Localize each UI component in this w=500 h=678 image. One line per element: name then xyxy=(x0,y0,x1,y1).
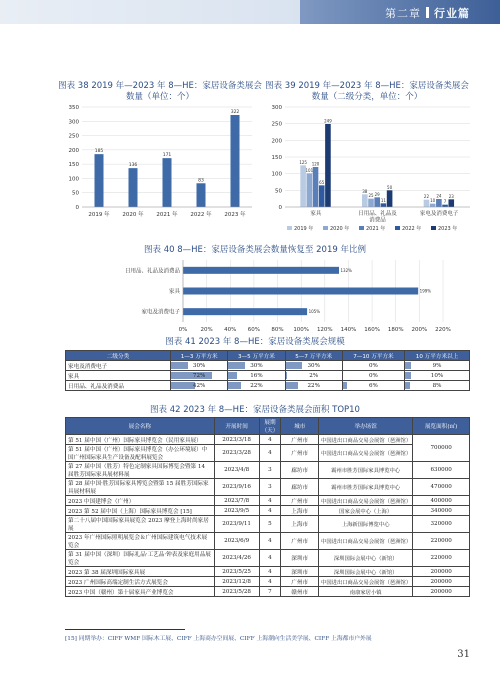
chart-fig39 xyxy=(265,103,480,233)
table41-row-label: 家具 xyxy=(66,371,171,381)
data-label: 185 xyxy=(94,149,104,155)
data-label: 24 xyxy=(436,193,442,199)
table42-name-cell: 2023 第 52 届中国（上海）国际家具博览会 [15] xyxy=(66,506,215,516)
data-label: 10 xyxy=(430,198,436,204)
bar xyxy=(387,190,393,207)
bar xyxy=(163,158,172,207)
cell-value: 22% xyxy=(250,382,263,389)
table42-date-cell: 2023/4/8 xyxy=(214,462,259,479)
table-row xyxy=(66,533,470,550)
table42-name-cell: 第 27 届中国（胜芳）特色定制家具国际博览会暨第 14 届胜芳国际家具展材料展 xyxy=(66,462,215,479)
cell-data-bar xyxy=(171,372,212,379)
legend-label: 2022 年 xyxy=(402,226,422,232)
bar xyxy=(319,185,325,207)
legend-label: 2019 年 xyxy=(294,226,314,232)
table41-cell xyxy=(342,381,404,391)
table42-city-cell: 深圳市 xyxy=(281,567,319,577)
cell-value: 0% xyxy=(368,372,378,379)
table42-name-cell: 2023 广州国际高端定制生活方式展览会 xyxy=(66,577,215,587)
table41-cell xyxy=(285,371,342,381)
bar xyxy=(424,200,430,207)
cell-value: 72% xyxy=(192,372,206,379)
table41-cell xyxy=(228,361,285,371)
table42-area-cell: 200000 xyxy=(413,577,470,587)
table41-cell xyxy=(228,381,285,391)
table-row xyxy=(66,479,470,496)
table-row xyxy=(66,435,470,445)
cell-data-bar xyxy=(405,362,411,369)
table-row xyxy=(66,516,470,533)
table42-date-cell: 2023/9/5 xyxy=(214,506,259,516)
data-label: 7 xyxy=(443,199,447,205)
y-tick-label: 300 xyxy=(271,105,282,111)
x-tick-label: 140% xyxy=(340,327,357,333)
fig38-title-line2: 数量（单位：个） xyxy=(125,92,194,102)
table42-days-cell: 4 xyxy=(259,445,281,462)
table42-name-cell: 2023 第 38 届深圳国际家具展 xyxy=(66,567,215,577)
y-tick-label: 0 xyxy=(278,205,282,211)
table42-date-cell: 2023/9/16 xyxy=(214,479,259,496)
table42-area-cell: 630000 xyxy=(413,462,470,479)
data-label: 322 xyxy=(230,110,240,115)
table42-area-cell: 470000 xyxy=(413,479,470,496)
table41-header-cell: 二级分类 xyxy=(66,351,171,361)
table-row xyxy=(66,577,470,587)
table-fig42 xyxy=(65,417,470,597)
x-tick-label: 家电及消费电子 xyxy=(419,211,459,217)
legend-label: 2023 年 xyxy=(438,226,458,232)
table42-date-cell: 2023/6/9 xyxy=(214,533,259,550)
table-row xyxy=(66,587,470,597)
table42-area-cell: 220000 xyxy=(413,550,470,567)
x-tick-label: 200% xyxy=(411,327,428,333)
table42-date-cell: 2023/3/18 xyxy=(214,435,259,445)
bar xyxy=(448,199,454,207)
bar xyxy=(430,204,436,207)
cell-value: 16% xyxy=(250,372,263,379)
table42-date-cell: 2023/3/28 xyxy=(214,445,259,462)
table42-name-cell: 第 28 届中国·胜芳国际家具博览会暨第 15 届胜芳国际家具展材料展 xyxy=(66,479,215,496)
cell-value: 8% xyxy=(432,382,442,389)
cell-data-bar xyxy=(405,372,411,379)
chapter-label: 第二章 xyxy=(385,7,421,20)
y-tick-label: 200 xyxy=(271,138,282,145)
table42-city-cell: 广州市 xyxy=(281,496,319,506)
bar xyxy=(307,173,313,207)
table42-area-cell: 700000 xyxy=(413,435,470,462)
table42-days-cell: 3 xyxy=(259,479,281,496)
table42-area-cell: 340000 xyxy=(413,506,470,516)
table-row xyxy=(66,506,470,516)
data-label: 23 xyxy=(448,193,454,199)
x-tick-label: 220% xyxy=(435,327,451,333)
y-tick-label: 日用品、礼品及消费品 xyxy=(124,268,180,275)
bar xyxy=(313,167,319,207)
table41-header-cell: 3—5 万平方米 xyxy=(228,351,285,361)
table41-header-cell: 1—3 万平方米 xyxy=(171,351,228,361)
x-tick-label: 40% xyxy=(224,327,237,333)
fig38-title xyxy=(55,81,265,103)
cell-value: 30% xyxy=(307,362,320,369)
cell-value: 9% xyxy=(432,362,442,369)
table42-city-cell: 廊坊市 xyxy=(281,479,319,496)
table-row xyxy=(66,361,470,371)
table42-venue-cell: 霸州市胜芳国际家具博览中心 xyxy=(319,479,413,496)
table42-name-cell: 2023 年广州国际照明展览会＆广州国际建筑电气技术展览会 xyxy=(66,533,215,550)
data-label: 11 xyxy=(380,197,386,203)
table42-header-cell: 展览面积(㎡) xyxy=(413,418,470,435)
table42-days-cell: 7 xyxy=(259,587,281,597)
table-row xyxy=(66,550,470,567)
table42-city-cell: 赣州市 xyxy=(281,587,319,597)
bar xyxy=(183,308,307,315)
table42-city-cell: 廊坊市 xyxy=(281,462,319,479)
y-tick-label: 250 xyxy=(68,133,79,140)
cell-value: 30% xyxy=(250,362,263,369)
x-tick-label: 160% xyxy=(364,327,380,333)
bar xyxy=(95,154,104,207)
table42-city-cell: 广州市 xyxy=(281,435,319,445)
table42-venue-cell: 深圳国际会展中心（新馆） xyxy=(319,550,413,567)
fig39-title-line1: 图表 39 2019 年—2023 年 8—HE：家居设备类展会 xyxy=(265,81,469,91)
x-tick-label: 0% xyxy=(178,327,188,333)
bar xyxy=(374,197,380,207)
footnote: [15] 同期举办：CIFF WMF 国际木工展、CIFF 上海商办空间展、CIFF 上海潮向生活美学展、CIFF 上海都市户外展 xyxy=(65,636,372,642)
legend-swatch xyxy=(287,226,292,230)
table42-city-cell: 上海市 xyxy=(281,506,319,516)
header-divider xyxy=(426,7,429,18)
x-tick-label: 消费品 xyxy=(369,217,386,224)
table42-venue-cell: 中国进出口商品交易会展馆（琶洲馆） xyxy=(319,435,413,445)
x-tick-label: 120% xyxy=(316,327,333,333)
table42-venue-cell: 中国进出口商品交易会展馆（琶洲馆） xyxy=(319,445,413,462)
cell-data-bar xyxy=(286,372,287,379)
fig41-title: 图表 41 2023 年 8—HE：家居设备类展会规模 xyxy=(165,337,345,347)
table42-days-cell: 5 xyxy=(259,516,281,533)
table42-area-cell: 200000 xyxy=(413,587,470,597)
table42-days-cell: 3 xyxy=(259,462,281,479)
bar xyxy=(129,168,138,207)
table42-venue-cell: 中国进出口商品交易会展馆（琶洲馆） xyxy=(319,577,413,587)
table42-city-cell: 广州市 xyxy=(281,533,319,550)
table42-venue-cell: 上海新国际博览中心 xyxy=(319,516,413,533)
bar xyxy=(442,205,448,207)
table42-area-cell: 220000 xyxy=(413,533,470,550)
table42-date-cell: 2023/5/28 xyxy=(214,587,259,597)
table42-name-cell: 第 51 届中国（广州）国际家具博览会（办公环境展）中国广州国际家具生产设备及配料展览会 xyxy=(66,445,215,462)
section-label: 行业篇 xyxy=(434,7,470,20)
table41-cell xyxy=(405,381,470,391)
y-tick-label: 50 xyxy=(275,188,282,195)
table42-name-cell: 第二十八届中国国际家具展览会 2023 摩登上海时尚家居展 xyxy=(66,516,215,533)
table-row xyxy=(66,445,470,462)
data-label: 29 xyxy=(374,191,380,197)
table-row xyxy=(66,462,470,479)
table41-header-cell: 7—10 万平方米 xyxy=(342,351,404,361)
data-label: 136 xyxy=(128,163,138,169)
chart-fig38 xyxy=(60,103,260,228)
table41-cell xyxy=(405,361,470,371)
table-fig41 xyxy=(65,350,470,391)
data-label: 83 xyxy=(198,178,204,184)
table42-venue-cell: 霸州市胜芳国际家具博览中心 xyxy=(319,462,413,479)
cell-value: 6% xyxy=(368,382,378,389)
y-tick-label: 300 xyxy=(68,119,79,126)
table41-cell xyxy=(285,361,342,371)
table42-city-cell: 广州市 xyxy=(281,445,319,462)
table42-area-cell: 400000 xyxy=(413,496,470,506)
y-tick-label: 200 xyxy=(68,147,79,154)
y-tick-label: 100 xyxy=(271,171,282,178)
data-label: 171 xyxy=(162,153,172,159)
cell-value: 22% xyxy=(307,382,320,389)
data-label: 120 xyxy=(311,161,320,167)
x-tick-label: 2022 年 xyxy=(190,212,212,218)
legend-swatch xyxy=(395,226,400,230)
table42-venue-cell: 中国进出口商品交易会展馆（琶洲馆） xyxy=(319,496,413,506)
table42-name-cell: 2023 中国建博会（广州） xyxy=(66,496,215,506)
y-tick-label: 350 xyxy=(68,105,79,111)
fig42-title: 图表 42 2023 年 8—HE：家居设备类展会面积 TOP10 xyxy=(150,405,360,415)
y-tick-label: 家具 xyxy=(168,289,180,295)
table42-header-cell: 城市 xyxy=(281,418,319,435)
fig39-title xyxy=(262,81,472,103)
y-tick-label: 100 xyxy=(68,176,79,183)
data-label: 132% xyxy=(340,267,352,273)
table-row xyxy=(66,381,470,391)
table42-days-cell: 4 xyxy=(259,550,281,567)
data-label: 22 xyxy=(423,194,430,200)
table42-header-cell: 展期（天） xyxy=(259,418,281,435)
table41-cell xyxy=(342,361,404,371)
y-tick-label: 150 xyxy=(271,155,282,161)
bar xyxy=(231,115,240,207)
data-label: 249 xyxy=(324,118,332,124)
table42-header-row xyxy=(66,418,470,435)
table42-venue-cell: 中国进出口商品交易会展馆（琶洲馆） xyxy=(319,533,413,550)
table41-header-row xyxy=(66,351,470,361)
y-tick-label: 0 xyxy=(75,205,79,211)
table42-date-cell: 2023/9/11 xyxy=(214,516,259,533)
x-tick-label: 180% xyxy=(387,327,404,333)
data-label: 50 xyxy=(387,184,393,190)
cell-data-bar xyxy=(405,382,410,389)
table42-date-cell: 2023/5/25 xyxy=(214,567,259,577)
table-row xyxy=(66,567,470,577)
x-tick-label: 2019 年 xyxy=(88,212,110,218)
table41-cell xyxy=(405,371,470,381)
footnote-divider xyxy=(65,629,185,630)
table42-days-cell: 4 xyxy=(259,435,281,445)
fig39-title-line2: 数量（二级分类，单位：个） xyxy=(311,92,423,102)
legend-label: 2021 年 xyxy=(366,226,386,232)
page-number: 31 xyxy=(457,649,470,660)
table41-cell xyxy=(228,371,285,381)
cell-data-bar xyxy=(228,372,237,379)
legend-label: 2020 年 xyxy=(330,226,350,232)
header-title xyxy=(385,5,470,21)
table41-cell xyxy=(342,371,404,381)
fig40-title: 图表 40 8—HE：家居设备类展会数量恢复至 2019 年比例 xyxy=(144,245,366,255)
legend-swatch xyxy=(431,226,436,230)
x-tick-label: 日用品、礼品及 xyxy=(358,211,397,217)
data-label: 38 xyxy=(362,188,368,194)
chart-fig40 xyxy=(115,258,455,338)
table41-row-label: 日用品、礼品及消费品 xyxy=(66,381,171,391)
cell-data-bar xyxy=(286,362,303,369)
table42-days-cell: 4 xyxy=(259,533,281,550)
data-label: 25 xyxy=(368,193,374,199)
cell-value: 42% xyxy=(192,382,206,389)
table41-row-label: 家电及消费电子 xyxy=(66,361,171,371)
bar xyxy=(368,199,374,207)
table42-date-cell: 2023/12/8 xyxy=(214,577,259,587)
table42-name-cell: 2023 中国（赣州）第十届家具产业博览会 xyxy=(66,587,215,597)
table42-city-cell: 上海市 xyxy=(281,516,319,533)
y-tick-label: 50 xyxy=(72,190,79,197)
table41-cell xyxy=(171,371,228,381)
table-row xyxy=(66,496,470,506)
table41-cell xyxy=(285,381,342,391)
table41-header-cell: 10 万平方米以上 xyxy=(405,351,470,361)
x-tick-label: 60% xyxy=(247,327,261,333)
table42-venue-cell: 南康家居小镇 xyxy=(319,587,413,597)
data-label: 125 xyxy=(299,159,307,165)
bar xyxy=(183,267,339,274)
cell-value: 10% xyxy=(430,372,444,379)
y-tick-label: 150 xyxy=(68,162,79,169)
table42-venue-cell: 国家会展中心（上海） xyxy=(319,506,413,516)
legend-swatch xyxy=(323,226,328,230)
data-label: 101 xyxy=(305,167,314,173)
bar xyxy=(436,199,442,207)
table42-header-cell: 举办场馆 xyxy=(319,418,413,435)
cell-value: 0% xyxy=(368,362,378,369)
table42-venue-cell: 深圳国际会展中心（新馆） xyxy=(319,567,413,577)
table42-date-cell: 2023/7/8 xyxy=(214,496,259,506)
table42-city-cell: 深圳市 xyxy=(281,550,319,567)
table42-days-cell: 4 xyxy=(259,506,281,516)
x-tick-label: 2021 年 xyxy=(156,212,178,218)
fig38-title-line1: 图表 38 2019 年—2023 年 8—HE：家居设备类展会 xyxy=(58,81,262,91)
x-tick-label: 20% xyxy=(200,327,213,333)
data-label: 65 xyxy=(319,179,325,185)
bar xyxy=(381,203,387,207)
table42-area-cell: 320000 xyxy=(413,516,470,533)
cell-data-bar xyxy=(343,382,347,389)
table-row xyxy=(66,371,470,381)
x-tick-label: 100% xyxy=(293,327,310,333)
bar xyxy=(325,124,331,207)
bar xyxy=(362,194,368,207)
cell-data-bar xyxy=(286,382,298,389)
cell-data-bar xyxy=(171,362,188,369)
table42-name-cell: 第 31 届中国（深圳）国际礼品·工艺品·钟表及家庭用品展览会 xyxy=(66,550,215,567)
cell-data-bar xyxy=(228,382,240,389)
data-label: 105% xyxy=(308,309,321,315)
y-tick-label: 250 xyxy=(271,121,282,128)
y-tick-label: 家电及消费电子 xyxy=(141,309,180,316)
table42-area-cell: 200000 xyxy=(413,567,470,577)
data-label: 199% xyxy=(419,288,432,294)
cell-data-bar xyxy=(171,382,195,389)
table42-days-cell: 4 xyxy=(259,567,281,577)
header-band xyxy=(0,0,500,24)
table42-date-cell: 2023/4/26 xyxy=(214,550,259,567)
table41-cell xyxy=(171,381,228,391)
legend-swatch xyxy=(359,226,364,230)
cell-value: 2% xyxy=(309,372,319,379)
table42-header-cell: 开展时间 xyxy=(214,418,259,435)
table41-cell xyxy=(171,361,228,371)
x-tick-label: 2023 年 xyxy=(224,212,246,218)
bar xyxy=(197,183,206,207)
table42-header-cell: 展会名称 xyxy=(66,418,215,435)
table42-days-cell: 4 xyxy=(259,577,281,587)
x-tick-label: 家具 xyxy=(310,211,322,217)
header-left-band xyxy=(0,0,300,24)
x-tick-label: 80% xyxy=(271,327,284,333)
bar xyxy=(183,288,418,295)
x-tick-label: 2020 年 xyxy=(122,212,144,218)
table42-city-cell: 广州市 xyxy=(281,577,319,587)
table41-header-cell: 5—7 万平方米 xyxy=(285,351,342,361)
table42-name-cell: 第 51 届中国（广州）国际家具博览会（民用家具展） xyxy=(66,435,215,445)
cell-data-bar xyxy=(228,362,245,369)
cell-value: 30% xyxy=(192,362,206,369)
table42-days-cell: 4 xyxy=(259,496,281,506)
